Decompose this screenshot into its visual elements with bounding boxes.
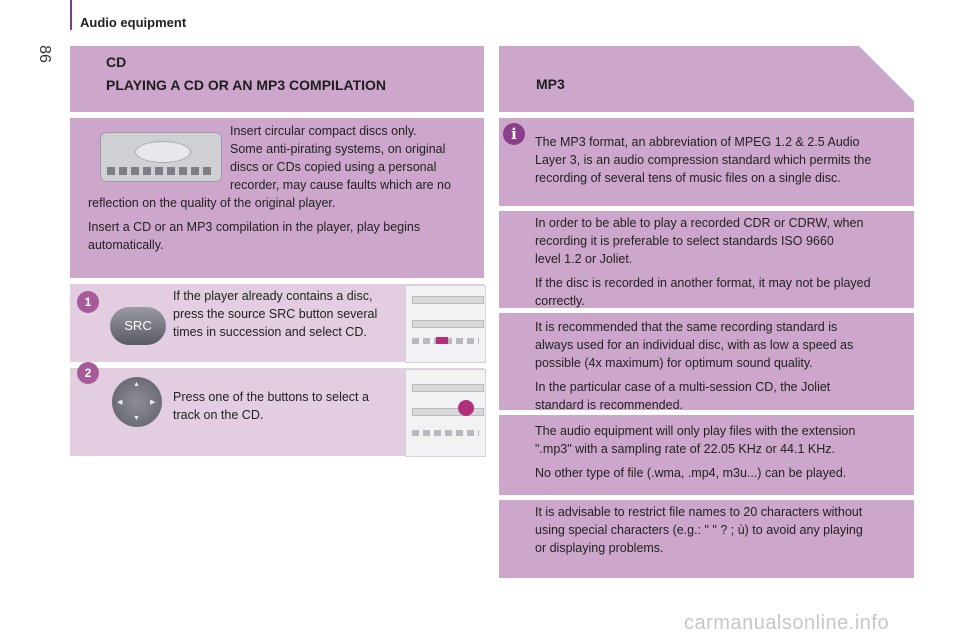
step2-unit-image [405, 369, 486, 457]
text-line: correctly. [535, 294, 585, 308]
intro-line: recorder, may cause faults which are no [230, 178, 451, 192]
intro-line: Insert circular compact discs only. [230, 124, 417, 138]
mp3-text-3 [535, 318, 905, 414]
right-arrow-icon: ▶ [150, 399, 156, 406]
mp3-text-4 [535, 422, 905, 482]
info-icon: i [503, 123, 525, 145]
disc-slot [412, 384, 484, 392]
disc-slot [412, 296, 484, 304]
intro-line: automatically. [88, 238, 164, 252]
step1-text [173, 287, 403, 341]
text-line: possible (4x maximum) for optimum sound quality. [535, 356, 813, 370]
text-line: using special characters (e.g.: " " ? ; ù) to avoid any playing [535, 523, 863, 537]
text-line: The MP3 format, an abbreviation of MPEG 1.2 & 2.5 Audio [535, 135, 860, 149]
cd-intro-text [88, 122, 478, 254]
up-arrow-icon: ▲ [133, 381, 140, 388]
direction-pad-image [112, 377, 162, 427]
step1-badge: 1 [77, 291, 99, 313]
preset-buttons-row [412, 430, 479, 436]
intro-line: reflection on the quality of the original player. [88, 196, 336, 210]
text-line: level 1.2 or Joliet. [535, 252, 633, 266]
left-arrow-icon: ◀ [117, 399, 123, 406]
text-line: The audio equipment will only play files with the extension [535, 424, 856, 438]
dpad-key-highlight [458, 400, 474, 416]
step2-text [173, 388, 403, 424]
step2-line: track on the CD. [173, 408, 264, 422]
text-line: Layer 3, is an audio compression standard which permits the [535, 153, 872, 167]
mp3-text-1 [535, 133, 905, 187]
step1-line: times in succession and select CD. [173, 325, 367, 339]
down-arrow-icon: ▼ [133, 415, 140, 422]
step1-line: If the player already contains a disc, [173, 289, 373, 303]
src-key-highlight [436, 337, 448, 344]
text-line: It is recommended that the same recording standard is [535, 320, 838, 334]
text-line: No other type of file (.wma, .mp4, m3u...) can be played. [535, 466, 847, 480]
cd-subtitle: PLAYING A CD OR AN MP3 COMPILATION [106, 77, 387, 93]
mp3-text-2 [535, 214, 905, 310]
text-line: or displaying problems. [535, 541, 664, 555]
step1-unit-image [405, 285, 486, 363]
intro-line: discs or CDs copied using a personal [230, 160, 437, 174]
src-button-image: SRC [110, 307, 166, 345]
watermark: carmanualsonline.info [684, 612, 890, 634]
cd-title: CD [106, 54, 127, 70]
text-line: In order to be able to play a recorded CDR or CDRW, when [535, 216, 864, 230]
text-line: always used for an individual disc, with as low a speed as [535, 338, 854, 352]
step2-line: Press one of the buttons to select a [173, 390, 369, 404]
text-line: If the disc is recorded in another format, it may not be played [535, 276, 871, 290]
mp3-text-5 [535, 503, 905, 557]
disc-slot [412, 320, 484, 328]
section-bar [70, 0, 72, 30]
step1-line: press the source SRC button several [173, 307, 378, 321]
intro-line: Insert a CD or an MP3 compilation in the player, play begins [88, 220, 421, 234]
section-title: Audio equipment [80, 15, 187, 30]
text-line: In the particular case of a multi-session CD, the Joliet [535, 380, 831, 394]
text-line: standard is recommended. [535, 398, 683, 412]
text-line: It is advisable to restrict file names to 20 characters without [535, 505, 863, 519]
step2-badge: 2 [77, 362, 99, 384]
mp3-title: MP3 [536, 76, 565, 92]
text-line: recording of several tens of music files on a single disc. [535, 171, 841, 185]
text-line: recording it is preferable to select standards ISO 9660 [535, 234, 834, 248]
page-number: 86 [36, 45, 53, 63]
intro-line: Some anti-pirating systems, on original [230, 142, 446, 156]
text-line: ".mp3" with a sampling rate of 22.05 KHz or 44.1 KHz. [535, 442, 835, 456]
